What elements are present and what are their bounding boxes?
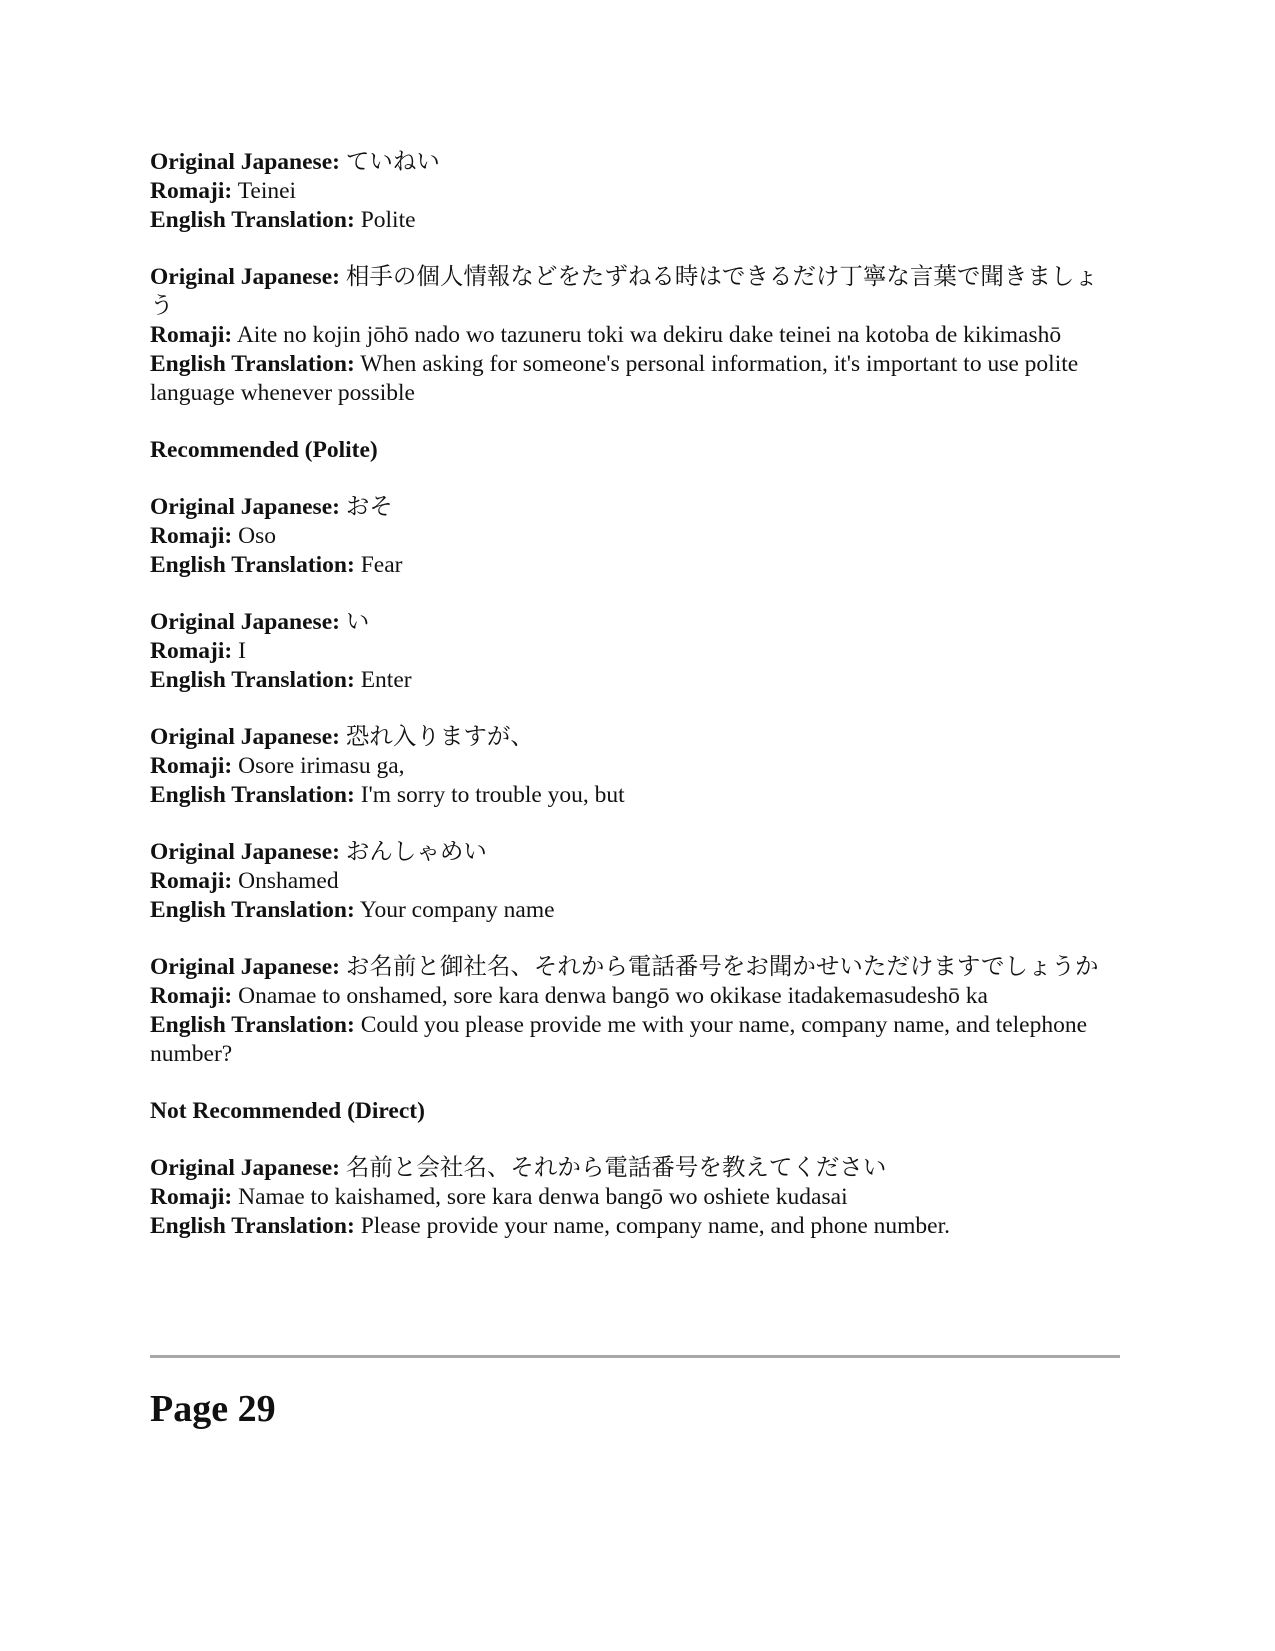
entry [150, 263, 1120, 408]
english-label: English Translation: [150, 552, 355, 578]
english-text: Fear [360, 552, 403, 578]
section-heading-recommended: Recommended (Polite) [150, 437, 378, 463]
entry [150, 148, 1120, 235]
page-number: Page 29 [150, 1388, 276, 1430]
japanese-text: い [345, 609, 370, 635]
romaji-text: Teinei [237, 178, 297, 204]
romaji-label: Romaji: [150, 638, 233, 664]
entry [150, 723, 1120, 810]
japanese-text: おんしゃめい [345, 839, 487, 865]
japanese-text: ていねい [345, 149, 440, 175]
romaji-text: Namae to kaishamed, sore kara denwa bangō wo oshiete kudasai [238, 1184, 848, 1210]
romaji-label: Romaji: [150, 868, 233, 894]
english-text: Enter [360, 667, 412, 693]
japanese-text: 名前と会社名、それから電話番号を教えてください [345, 1155, 887, 1181]
section-heading-not-recommended: Not Recommended (Direct) [150, 1098, 425, 1124]
english-text: Please provide your name, company name, and phone number. [360, 1213, 950, 1239]
romaji-label: Romaji: [150, 1184, 233, 1210]
original-label: Original Japanese: [150, 839, 340, 865]
english-text: Could you please provide me with your name, company name, and telephone number? [150, 1012, 1088, 1067]
entry [150, 953, 1120, 1069]
japanese-text: お名前と御社名、それから電話番号をお聞かせいただけますでしょうか [345, 954, 1099, 980]
romaji-label: Romaji: [150, 523, 233, 549]
english-label: English Translation: [150, 1012, 355, 1038]
original-label: Original Japanese: [150, 609, 340, 635]
romaji-text: Oso [238, 523, 276, 549]
document-body [150, 148, 1120, 1269]
entry [150, 838, 1120, 925]
romaji-label: Romaji: [150, 753, 233, 779]
entry [150, 608, 1120, 695]
original-label: Original Japanese: [150, 724, 340, 750]
horizontal-rule [150, 1355, 1120, 1358]
english-text: Your company name [359, 897, 555, 923]
original-label: Original Japanese: [150, 264, 340, 290]
english-label: English Translation: [150, 782, 355, 808]
romaji-text: I [238, 638, 246, 664]
entry [150, 493, 1120, 580]
english-label: English Translation: [150, 207, 355, 233]
english-label: English Translation: [150, 1213, 355, 1239]
english-label: English Translation: [150, 667, 355, 693]
japanese-text: 相手の個人情報などをたずねる時はできるだけ丁寧な言葉で聞きましょう [150, 264, 1098, 319]
romaji-text: Aite no kojin jōhō nado wo tazuneru toki wa dekiru dake teinei na kotoba de kikimashō [236, 322, 1062, 348]
english-text: Polite [360, 207, 416, 233]
romaji-text: Onamae to onshamed, sore kara denwa bangō wo okikase itadakemasudeshō ka [238, 983, 988, 1009]
original-label: Original Japanese: [150, 494, 340, 520]
romaji-text: Onshamed [238, 868, 339, 894]
romaji-label: Romaji: [150, 178, 233, 204]
japanese-text: 恐れ入りますが、 [345, 724, 534, 750]
original-label: Original Japanese: [150, 954, 340, 980]
entry [150, 1154, 1120, 1241]
romaji-text: Osore irimasu ga, [238, 753, 405, 779]
english-text: I'm sorry to trouble you, but [360, 782, 625, 808]
romaji-label: Romaji: [150, 983, 233, 1009]
english-text: When asking for someone's personal information, it's important to use polite language whenever possible [150, 351, 1079, 406]
original-label: Original Japanese: [150, 149, 340, 175]
japanese-text: おそ [345, 494, 393, 520]
romaji-label: Romaji: [150, 322, 233, 348]
english-label: English Translation: [150, 351, 355, 377]
english-label: English Translation: [150, 897, 355, 923]
original-label: Original Japanese: [150, 1155, 340, 1181]
